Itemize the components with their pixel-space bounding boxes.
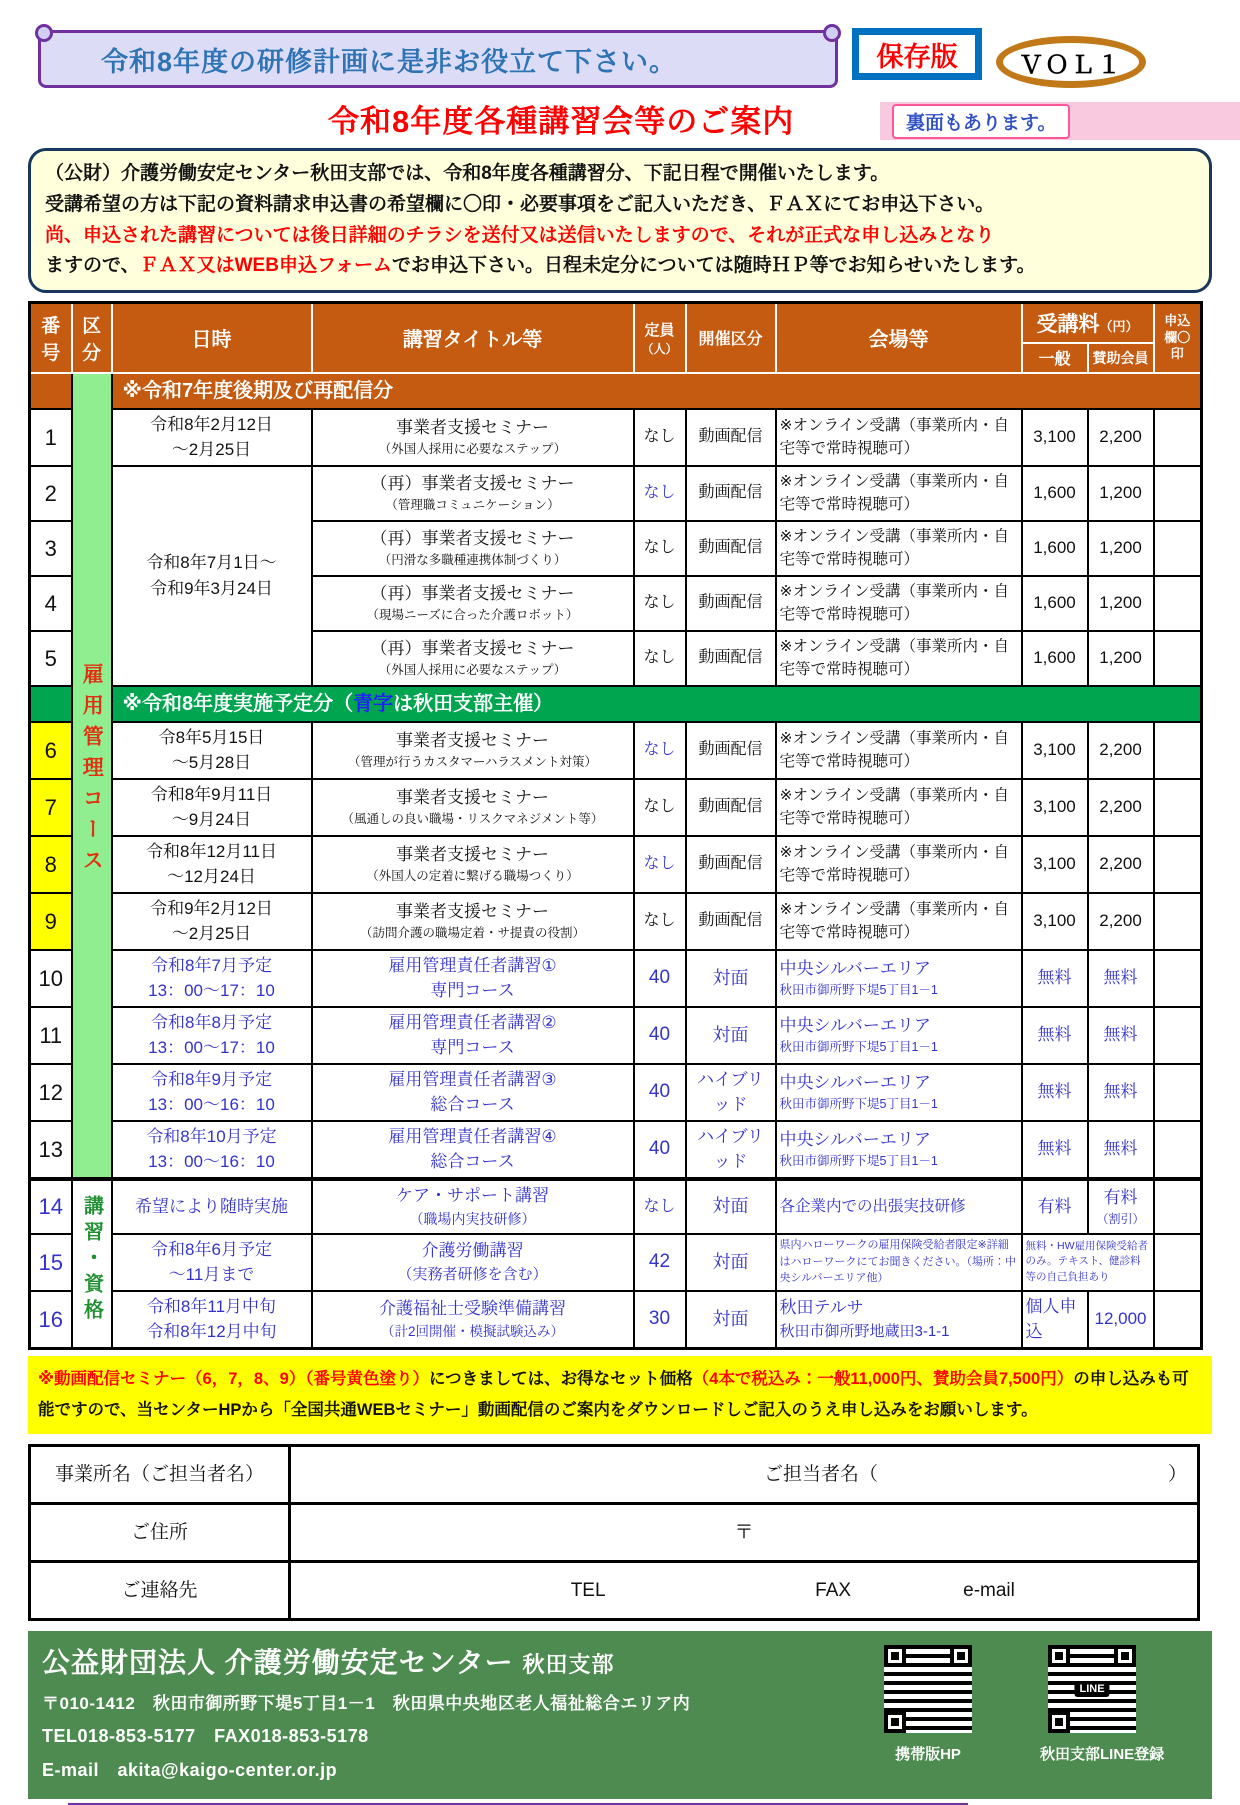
- row-capacity: 40: [634, 1064, 686, 1121]
- footer-org-name: 公益財団法人 介護労働安定センター 秋田支部: [42, 1647, 615, 1679]
- row-number-highlighted: 6: [30, 722, 72, 779]
- col-header-fee-member: 賛助会員: [1088, 343, 1154, 373]
- row-mode: 動画配信: [686, 631, 776, 686]
- row-capacity: なし: [634, 779, 686, 836]
- row-venue: ※オンライン受講（事業所内・自宅等で常時視聴可）: [776, 576, 1022, 631]
- row-capacity: なし: [634, 722, 686, 779]
- row-venue: 中央シルバーエリア 秋田市御所野下堤5丁目1－1: [776, 1064, 1022, 1121]
- save-badge-label: 保存版: [876, 41, 958, 72]
- postal-mark: 〒: [734, 1521, 754, 1543]
- row-apply-cell[interactable]: [1154, 1007, 1202, 1064]
- row-number: 11: [30, 1007, 72, 1064]
- qr-hp-label: 携帯版HP: [895, 1746, 961, 1764]
- page-title: 令和8年度各種講習会等のご案内: [328, 104, 795, 139]
- qr-line-register: [1040, 1639, 1165, 1764]
- row-mode: 動画配信: [686, 409, 776, 466]
- row-apply-cell[interactable]: [1154, 521, 1202, 576]
- row-mode: ハイブリッド: [686, 1064, 776, 1121]
- course-table: [28, 301, 1203, 1350]
- row-number: 16: [30, 1291, 72, 1349]
- row-mode: 対面: [686, 1179, 776, 1234]
- row-fee-general: 1,600: [1022, 521, 1088, 576]
- vol-label: ＶＯＬ１: [1019, 51, 1123, 79]
- table-row: [30, 836, 1202, 893]
- row-fee-general: 3,100: [1022, 779, 1088, 836]
- row-title: 事業者支援セミナー （外国人採用に必要なステップ）: [312, 409, 634, 466]
- table-row: [30, 950, 1202, 1007]
- footer-email: E-mail akita@kaigo-center.or.jp: [42, 1760, 338, 1781]
- row-apply-cell[interactable]: [1154, 1064, 1202, 1121]
- row-fee-member: 1,200: [1088, 466, 1154, 521]
- row-date: 令和8年11月中旬 令和8年12月中旬: [112, 1291, 312, 1349]
- row-venue: 中央シルバーエリア 秋田市御所野下堤5丁目1－1: [776, 1007, 1022, 1064]
- row-fee-general: 無料: [1022, 1121, 1088, 1179]
- row-capacity: 40: [634, 1121, 686, 1179]
- row-title: 事業者支援セミナー （外国人の定着に繋げる職場つくり）: [312, 836, 634, 893]
- row-number: 1: [30, 409, 72, 466]
- row-capacity: なし: [634, 409, 686, 466]
- row-date: 令和8年9月予定 13：00～16：10: [112, 1064, 312, 1121]
- row-capacity: なし: [634, 893, 686, 950]
- row-mode: 動画配信: [686, 722, 776, 779]
- qr-code-hp-icon: [878, 1639, 978, 1739]
- row-mode: 対面: [686, 1291, 776, 1349]
- row-title: ケア・サポート講習 （職場内実技研修）: [312, 1179, 634, 1234]
- row-venue: 県内ハローワークの雇用保険受給者限定※詳細はハローワークにてお聞きください。（場所：中央シルバーエリア他）: [776, 1234, 1022, 1291]
- save-badge: [852, 28, 982, 80]
- row-capacity: 42: [634, 1234, 686, 1291]
- table-row: [30, 722, 1202, 779]
- row-fee-member: 12,000: [1088, 1291, 1154, 1349]
- row-capacity: なし: [634, 466, 686, 521]
- row-venue: ※オンライン受講（事業所内・自宅等で常時視聴可）: [776, 893, 1022, 950]
- row-fee-general: 1,600: [1022, 466, 1088, 521]
- row-fee-member: 2,200: [1088, 409, 1154, 466]
- row-venue: 秋田テルサ 秋田市御所野地蔵田3-1-1: [776, 1291, 1022, 1349]
- row-date: 希望により随時実施: [112, 1179, 312, 1234]
- qr-mobile-hp: [876, 1639, 980, 1764]
- table-row: [30, 466, 1202, 521]
- row-number-highlighted: 8: [30, 836, 72, 893]
- intro-box: [28, 148, 1212, 293]
- row-date: 令和9年2月12日 ～2月25日: [112, 893, 312, 950]
- row-capacity: なし: [634, 521, 686, 576]
- note-black-2: の申し込みも可能ですので、当センターHPから「全国共通WEBセミナー」動画配信のご案内をダウンロードしご記入のうえ申し込みをお願いします。: [38, 1369, 1189, 1419]
- address-field[interactable]: [290, 1504, 1199, 1562]
- col-header-fee-general: 一般: [1022, 343, 1088, 373]
- intro-line-4: [45, 251, 1195, 282]
- row-apply-cell[interactable]: [1154, 576, 1202, 631]
- note-red-2: （4本で税込み：一般11,000円、賛助会員7,500円）: [692, 1369, 1074, 1388]
- intro-line-2: 受講希望の方は下記の資料請求申込書の希望欄に〇印・必要事項をご記入いただき、ＦＡＸにてお申込下さい。: [45, 193, 995, 215]
- row-apply-cell[interactable]: [1154, 466, 1202, 521]
- intro-line-1: （公財）介護労働安定センター秋田支部では、令和8年度各種講習分、下記日程で開催いたします。: [45, 163, 890, 184]
- request-form: [28, 1444, 1200, 1621]
- table-row: [30, 1291, 1202, 1349]
- row-fee-general: 無料: [1022, 1007, 1088, 1064]
- category-employment-course: 雇用管理コース: [72, 373, 112, 1179]
- row-title: 事業者支援セミナー （訪問介護の職場定着・サ提責の役割）: [312, 893, 634, 950]
- row-date: 令和8年10月予定 13：00～16：10: [112, 1121, 312, 1179]
- row-fee-general: 3,100: [1022, 893, 1088, 950]
- intro-line-4b: でお申込下さい。日程未定分については随時ＨＰ等でお知らせいたします。: [392, 255, 1036, 277]
- row-venue: ※オンライン受講（事業所内・自宅等で常時視聴可）: [776, 779, 1022, 836]
- row-venue: ※オンライン受講（事業所内・自宅等で常時視聴可）: [776, 836, 1022, 893]
- form-row-address: [30, 1504, 1199, 1562]
- row-apply-cell[interactable]: [1154, 631, 1202, 686]
- qr-code-line-icon: [1042, 1639, 1142, 1739]
- row-apply-cell[interactable]: [1154, 1291, 1202, 1349]
- section-bar-r8-numcell: [30, 686, 72, 722]
- row-title: 事業者支援セミナー （風通しの良い職場・リスクマネジメント等）: [312, 779, 634, 836]
- row-apply-cell[interactable]: [1154, 836, 1202, 893]
- row-fee-member: 無料: [1088, 950, 1154, 1007]
- line-logo: LINE: [1074, 1681, 1109, 1697]
- row-fee-member: 1,200: [1088, 521, 1154, 576]
- row-number-highlighted: 7: [30, 779, 72, 836]
- row-mode: 対面: [686, 950, 776, 1007]
- contact-field[interactable]: [290, 1562, 1199, 1620]
- row-fee-member: 2,200: [1088, 836, 1154, 893]
- address-label: ご住所: [30, 1504, 290, 1562]
- row-number: 3: [30, 521, 72, 576]
- row-fee-general: 3,100: [1022, 409, 1088, 466]
- row-fee-member: 無料: [1088, 1007, 1154, 1064]
- row-apply-cell[interactable]: [1154, 722, 1202, 779]
- row-capacity: 40: [634, 1007, 686, 1064]
- row-fee-general: 無料: [1022, 1064, 1088, 1121]
- row-mode: 動画配信: [686, 779, 776, 836]
- row-number: 10: [30, 950, 72, 1007]
- row-date: 令8年5月15日 ～5月28日: [112, 722, 312, 779]
- row-capacity: なし: [634, 576, 686, 631]
- intro-line-4-red: ＦＡＸ又はWEB申込フォーム: [139, 255, 393, 277]
- row-apply-cell[interactable]: [1154, 779, 1202, 836]
- row-venue: ※オンライン受講（事業所内・自宅等で常時視聴可）: [776, 409, 1022, 466]
- section-bar-r7-label: ※令和7年度後期及び再配信分: [112, 373, 1202, 409]
- form-row-contact: [30, 1562, 1199, 1620]
- intro-line-3: 尚、申込された講習については後日詳細のチラシを送付又は送信いたしますので、それが正式な申し込みとなり: [45, 224, 995, 246]
- row-title: （再）事業者支援セミナー （管理職コミュニケーション）: [312, 466, 634, 521]
- row-fee-general: 無料: [1022, 950, 1088, 1007]
- table-row: [30, 779, 1202, 836]
- row-fee-member: 1,200: [1088, 631, 1154, 686]
- table-row: [30, 1234, 1202, 1291]
- table-row: [30, 1121, 1202, 1179]
- set-price-note: [28, 1356, 1212, 1435]
- section-bar-r8-label: ※令和8年度実施予定分（青字は秋田支部主催）: [112, 686, 1202, 722]
- row-title: 事業者支援セミナー （管理が行うカスタマーハラスメント対策）: [312, 722, 634, 779]
- note-red-1: ※動画配信セミナー（6，7，8、9）（番号黄色塗り）: [38, 1369, 429, 1388]
- row-number: 2: [30, 466, 72, 521]
- row-fee-member: 1,200: [1088, 576, 1154, 631]
- section-bar-r7: [30, 373, 1202, 409]
- col-header-title: 講習タイトル等: [312, 303, 634, 373]
- row-mode: 対面: [686, 1234, 776, 1291]
- row-fee-general: 3,100: [1022, 722, 1088, 779]
- row-venue: ※オンライン受講（事業所内・自宅等で常時視聴可）: [776, 466, 1022, 521]
- col-header-capacity: 定員 （人）: [634, 303, 686, 373]
- qr-line-label: 秋田支部LINE登録: [1040, 1746, 1165, 1764]
- row-date: 令和8年6月予定 ～11月まで: [112, 1234, 312, 1291]
- row-date: 令和8年2月12日 ～2月25日: [112, 409, 312, 466]
- row-title: 介護福祉士受験準備講習 （計2回開催・模擬試験込み）: [312, 1291, 634, 1349]
- row-fee-member: 2,200: [1088, 722, 1154, 779]
- footer: [28, 1631, 1212, 1799]
- row-number: 5: [30, 631, 72, 686]
- table-row: [30, 1064, 1202, 1121]
- row-date-merged: 令和8年7月1日～ 令和9年3月24日: [112, 466, 312, 686]
- row-fee-member: 2,200: [1088, 893, 1154, 950]
- note-black-1: につきましては、お得なセット価格: [429, 1369, 693, 1388]
- back-note-strip: [880, 102, 1240, 140]
- row-number: 13: [30, 1121, 72, 1179]
- row-title: 雇用管理責任者講習④ 総合コース: [312, 1121, 634, 1179]
- row-apply-cell[interactable]: [1154, 1121, 1202, 1179]
- col-header-number: 番 号: [30, 303, 72, 373]
- col-header-category: 区 分: [72, 303, 112, 373]
- table-row: [30, 893, 1202, 950]
- section-bar-r8: [30, 686, 1202, 722]
- row-title: （再）事業者支援セミナー （現場ニーズに合った介護ロボット）: [312, 576, 634, 631]
- scroll-banner: [38, 30, 838, 88]
- row-capacity: なし: [634, 1179, 686, 1234]
- row-mode: 動画配信: [686, 576, 776, 631]
- row-number-highlighted: 9: [30, 893, 72, 950]
- row-title: 雇用管理責任者講習③ 総合コース: [312, 1064, 634, 1121]
- row-apply-cell[interactable]: [1154, 950, 1202, 1007]
- row-number: 15: [30, 1234, 72, 1291]
- row-date: 令和8年8月予定 13：00～17：10: [112, 1007, 312, 1064]
- row-venue: 中央シルバーエリア 秋田市御所野下堤5丁目1－1: [776, 950, 1022, 1007]
- office-name-field[interactable]: [290, 1446, 1199, 1504]
- row-apply-cell[interactable]: [1154, 1179, 1202, 1234]
- office-name-label: 事業所名（ご担当者名）: [30, 1446, 290, 1504]
- row-capacity: なし: [634, 631, 686, 686]
- footer-address: 〒010-1412 秋田市御所野下堤5丁目1－1 秋田県中央地区老人福祉総合エリア内: [42, 1694, 691, 1714]
- table-row: [30, 1007, 1202, 1064]
- row-mode: 動画配信: [686, 836, 776, 893]
- fax-field-label: FAX: [815, 1579, 852, 1601]
- row-title: （再）事業者支援セミナー （外国人採用に必要なステップ）: [312, 631, 634, 686]
- col-header-mode: 開催区分: [686, 303, 776, 373]
- contact-label: ご連絡先: [30, 1562, 290, 1620]
- row-venue: ※オンライン受講（事業所内・自宅等で常時視聴可）: [776, 722, 1022, 779]
- row-fee-general: 1,600: [1022, 576, 1088, 631]
- row-venue: 各企業内での出張実技研修: [776, 1179, 1022, 1234]
- category-training-qualification: 講習・資格: [72, 1179, 112, 1349]
- row-apply-cell[interactable]: [1154, 409, 1202, 466]
- col-header-fee: 受講料（円）: [1022, 303, 1154, 343]
- row-mode: 動画配信: [686, 521, 776, 576]
- manager-name-suffix: ）: [1167, 1463, 1187, 1485]
- banner-text: 令和8年度の研修計画に是非お役立て下さい。: [101, 46, 678, 77]
- row-date: 令和8年12月11日 ～12月24日: [112, 836, 312, 893]
- manager-name-prefix: ご担当者名（: [763, 1463, 878, 1485]
- row-mode: 対面: [686, 1007, 776, 1064]
- row-fee-general: 有料: [1022, 1179, 1088, 1234]
- row-venue: 中央シルバーエリア 秋田市御所野下堤5丁目1－1: [776, 1121, 1022, 1179]
- row-capacity: なし: [634, 836, 686, 893]
- row-title: 雇用管理責任者講習② 専門コース: [312, 1007, 634, 1064]
- row-fee-member: 無料: [1088, 1064, 1154, 1121]
- row-mode: ハイブリッド: [686, 1121, 776, 1179]
- row-date: 令和8年7月予定 13：00～17：10: [112, 950, 312, 1007]
- footer-tel-fax: TEL018-853-5177 FAX018-853-5178: [42, 1726, 369, 1747]
- row-mode: 動画配信: [686, 893, 776, 950]
- header-top-row: [28, 26, 1212, 92]
- row-fee-note: 無料・HW雇用保険受給者のみ。テキスト、健診料等の自己負担あり: [1022, 1234, 1154, 1291]
- row-venue: ※オンライン受講（事業所内・自宅等で常時視聴可）: [776, 521, 1022, 576]
- row-number: 14: [30, 1179, 72, 1234]
- vol-badge: [996, 36, 1146, 88]
- row-title: 介護労働講習 （実務者研修を含む）: [312, 1234, 634, 1291]
- col-header-venue: 会場等: [776, 303, 1022, 373]
- row-capacity: 40: [634, 950, 686, 1007]
- row-number: 4: [30, 576, 72, 631]
- table-row: [30, 1179, 1202, 1234]
- col-header-date: 日時: [112, 303, 312, 373]
- tel-field-label: TEL: [570, 1579, 606, 1601]
- email-field-label: e-mail: [963, 1579, 1015, 1601]
- row-venue: ※オンライン受講（事業所内・自宅等で常時視聴可）: [776, 631, 1022, 686]
- section-bar-r7-numcell: [30, 373, 72, 409]
- back-note: 裏面もあります。: [892, 104, 1070, 139]
- row-date: 令和8年9月11日 ～9月24日: [112, 779, 312, 836]
- row-capacity: 30: [634, 1291, 686, 1349]
- row-apply-cell[interactable]: [1154, 893, 1202, 950]
- row-title: （再）事業者支援セミナー （円滑な多職種連携体制づくり）: [312, 521, 634, 576]
- row-number: 12: [30, 1064, 72, 1121]
- row-fee-general: 1,600: [1022, 631, 1088, 686]
- row-fee-member: 無料: [1088, 1121, 1154, 1179]
- title-row: [28, 96, 1212, 142]
- row-fee-member: 2,200: [1088, 779, 1154, 836]
- row-mode: 動画配信: [686, 466, 776, 521]
- row-title: 雇用管理責任者講習① 専門コース: [312, 950, 634, 1007]
- row-apply-cell[interactable]: [1154, 1234, 1202, 1291]
- table-row: [30, 409, 1202, 466]
- row-fee-general: 3,100: [1022, 836, 1088, 893]
- form-row-office: [30, 1446, 1199, 1504]
- col-header-apply: 申込 欄〇 印: [1154, 303, 1202, 373]
- row-fee-general: 個人申込: [1022, 1291, 1088, 1349]
- row-fee-member: 有料 （割引）: [1088, 1179, 1154, 1234]
- intro-line-4a: ますので、: [45, 255, 140, 277]
